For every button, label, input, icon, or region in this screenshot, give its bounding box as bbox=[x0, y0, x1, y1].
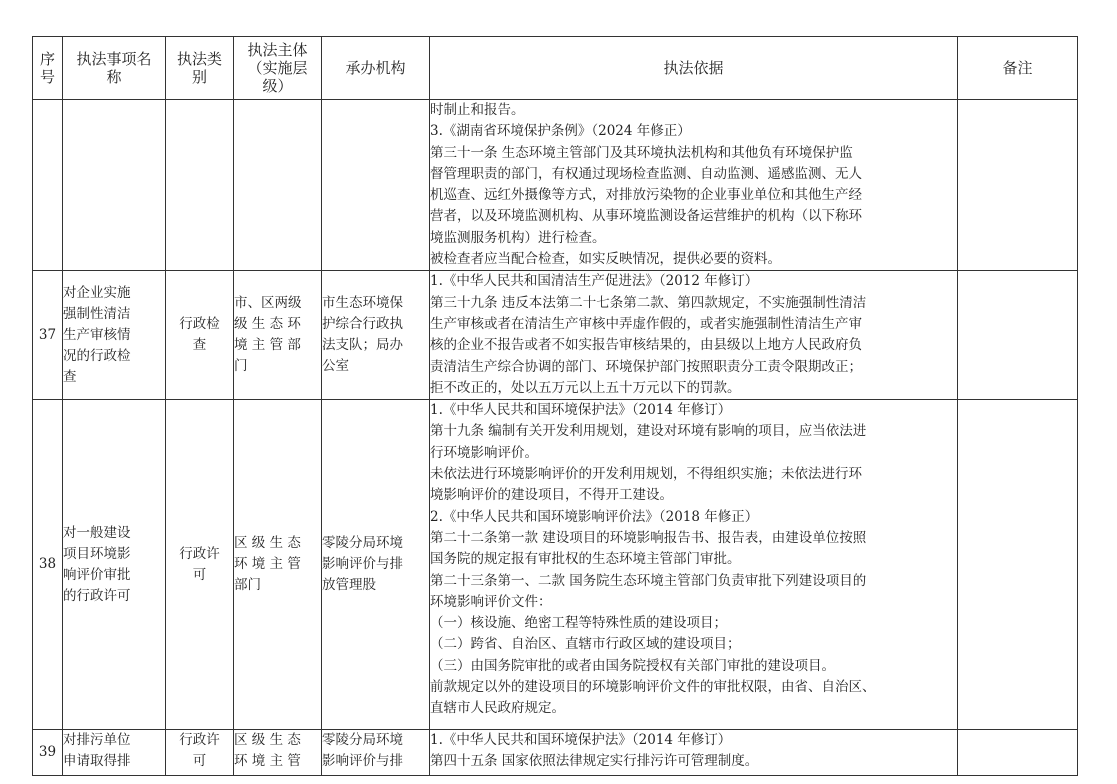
basis-line: 生产审核或者在清洁生产审核中弄虚作假的，或者实施强制性清洁生产审 bbox=[430, 315, 862, 332]
basis-line: 时制止和报告。 bbox=[430, 102, 525, 118]
basis-line: 督管理职责的部门，有权通过现场检查监测、自动监测、遥感监测、无人 bbox=[430, 165, 862, 182]
cell-subject bbox=[234, 100, 322, 271]
cell-name bbox=[63, 100, 166, 271]
cell-name: 对企业实施 强制性清洁 生产审核情 况的行政检 查 bbox=[63, 271, 166, 400]
basis-line: 第三十一条 生态环境主管部门及其环境执法机构和其他负有环境保护监 bbox=[430, 144, 853, 161]
basis-line: 国务院的规定报有审批权的生态环境主管部门审批。 bbox=[430, 551, 741, 568]
cell-agency: 市生态环境保 护综合行政执 法支队；局办 公室 bbox=[322, 271, 430, 400]
cell-type: 行政检 查 bbox=[166, 271, 234, 400]
header-basis: 执法依据 bbox=[430, 37, 958, 100]
cell-basis bbox=[430, 730, 958, 776]
table-row bbox=[33, 400, 1078, 730]
cell-subject: 区 级 生 态 环 境 主 管 bbox=[234, 730, 322, 776]
header-agency: 承办机构 bbox=[322, 37, 430, 100]
basis-line: 1.《中华人民共和国环境保护法》（2014 年修订） bbox=[430, 402, 732, 419]
header-note: 备注 bbox=[958, 37, 1078, 100]
basis-line: 2.《中华人民共和国环境影响评价法》（2018 年修正） bbox=[430, 508, 759, 525]
basis-line: 机巡查、远红外摄像等方式，对排放污染物的企业事业单位和其他生产经 bbox=[430, 187, 862, 204]
header-subject: 执法主体 （实施层 级） bbox=[234, 37, 322, 100]
cell-agency: 零陵分局环境 影响评价与排 bbox=[322, 730, 430, 776]
cell-subject: 区 级 生 态 环 境 主 管 部门 bbox=[234, 400, 322, 730]
cell-type: 行政许 可 bbox=[166, 730, 234, 776]
basis-line: 行环境影响评价。 bbox=[430, 444, 538, 461]
cell-basis bbox=[430, 400, 958, 730]
cell-seq bbox=[33, 100, 63, 271]
basis-line: 营者，以及环境监测机构、从事环境监测设备运营维护的机构（以下称环 bbox=[430, 208, 862, 225]
cell-basis bbox=[430, 100, 958, 271]
table-row-continued bbox=[33, 100, 1078, 271]
cell-type: 行政许 可 bbox=[166, 400, 234, 730]
cell-note bbox=[958, 100, 1078, 271]
basis-line: 被检查者应当配合检查，如实反映情况，提供必要的资料。 bbox=[430, 251, 781, 268]
cell-agency bbox=[322, 100, 430, 271]
basis-line: 前款规定以外的建设项目的环境影响评价文件的审批权限，由省、自治区、 bbox=[430, 679, 876, 696]
basis-line: 核的企业不报告或者不如实报告审核结果的，由县级以上地方人民政府负 bbox=[430, 337, 862, 354]
law-enforcement-table bbox=[32, 36, 1078, 776]
basis-line: （一）核设施、绝密工程等特殊性质的建设项目； bbox=[430, 615, 727, 632]
cell-agency: 零陵分局环境 影响评价与排 放管理股 bbox=[322, 400, 430, 730]
header-seq: 序 号 bbox=[33, 37, 63, 100]
cell-note bbox=[958, 271, 1078, 400]
basis-line: 1.《中华人民共和国环境保护法》（2014 年修订） bbox=[430, 732, 732, 749]
header-row bbox=[33, 37, 1078, 100]
cell-subject: 市、区两级 级 生 态 环 境 主 管 部 门 bbox=[234, 271, 322, 400]
header-item-name: 执法事项名 称 bbox=[63, 37, 166, 100]
basis-line: 境影响评价的建设项目，不得开工建设。 bbox=[430, 487, 673, 504]
basis-line: 境监测服务机构）进行检查。 bbox=[430, 229, 606, 246]
cell-name: 对排污单位 申请取得排 bbox=[63, 730, 166, 776]
basis-line: 第十九条 编制有关开发利用规划，建设对环境有影响的项目，应当依法进 bbox=[430, 423, 867, 440]
cell-seq: 38 bbox=[33, 400, 63, 730]
cell-note bbox=[958, 400, 1078, 730]
cell-basis bbox=[430, 271, 958, 400]
basis-line: 责清洁生产综合协调的部门、环境保护部门按照职责分工责令限期改正； bbox=[430, 358, 862, 375]
table-row bbox=[33, 730, 1078, 776]
header-category: 执法类 别 bbox=[166, 37, 234, 100]
basis-line: （二）跨省、自治区、直辖市行政区域的建设项目； bbox=[430, 636, 741, 653]
cell-seq: 39 bbox=[33, 730, 63, 776]
basis-line: 拒不改正的，处以五万元以上五十万元以下的罚款。 bbox=[430, 379, 741, 396]
cell-seq: 37 bbox=[33, 271, 63, 400]
basis-line: 1.《中华人民共和国清洁生产促进法》（2012 年修订） bbox=[430, 273, 759, 290]
cell-type bbox=[166, 100, 234, 271]
basis-line: 直辖市人民政府规定。 bbox=[430, 700, 565, 717]
basis-line: 未依法进行环境影响评价的开发利用规划，不得组织实施；未依法进行环 bbox=[430, 466, 862, 483]
basis-line: 环境影响评价文件： bbox=[430, 593, 552, 610]
basis-line: （三）由国务院审批的或者由国务院授权有关部门审批的建设项目。 bbox=[430, 657, 835, 674]
cell-name: 对一般建设 项目环境影 响评价审批 的行政许可 bbox=[63, 400, 166, 730]
basis-line: 第二十三条第一、二款 国务院生态环境主管部门负责审批下列建设项目的 bbox=[430, 572, 867, 589]
basis-line: 第三十九条 违反本法第二十七条第二款、第四款规定，不实施强制性清洁 bbox=[430, 294, 867, 311]
cell-note bbox=[958, 730, 1078, 776]
basis-line: 3.《湖南省环境保护条例》（2024 年修正） bbox=[430, 123, 691, 140]
table-row bbox=[33, 271, 1078, 400]
basis-line: 第二十二条第一款 建设项目的环境影响报告书、报告表，由建设单位按照 bbox=[430, 529, 867, 546]
basis-line: 第四十五条 国家依照法律规定实行排污许可管理制度。 bbox=[430, 753, 759, 770]
